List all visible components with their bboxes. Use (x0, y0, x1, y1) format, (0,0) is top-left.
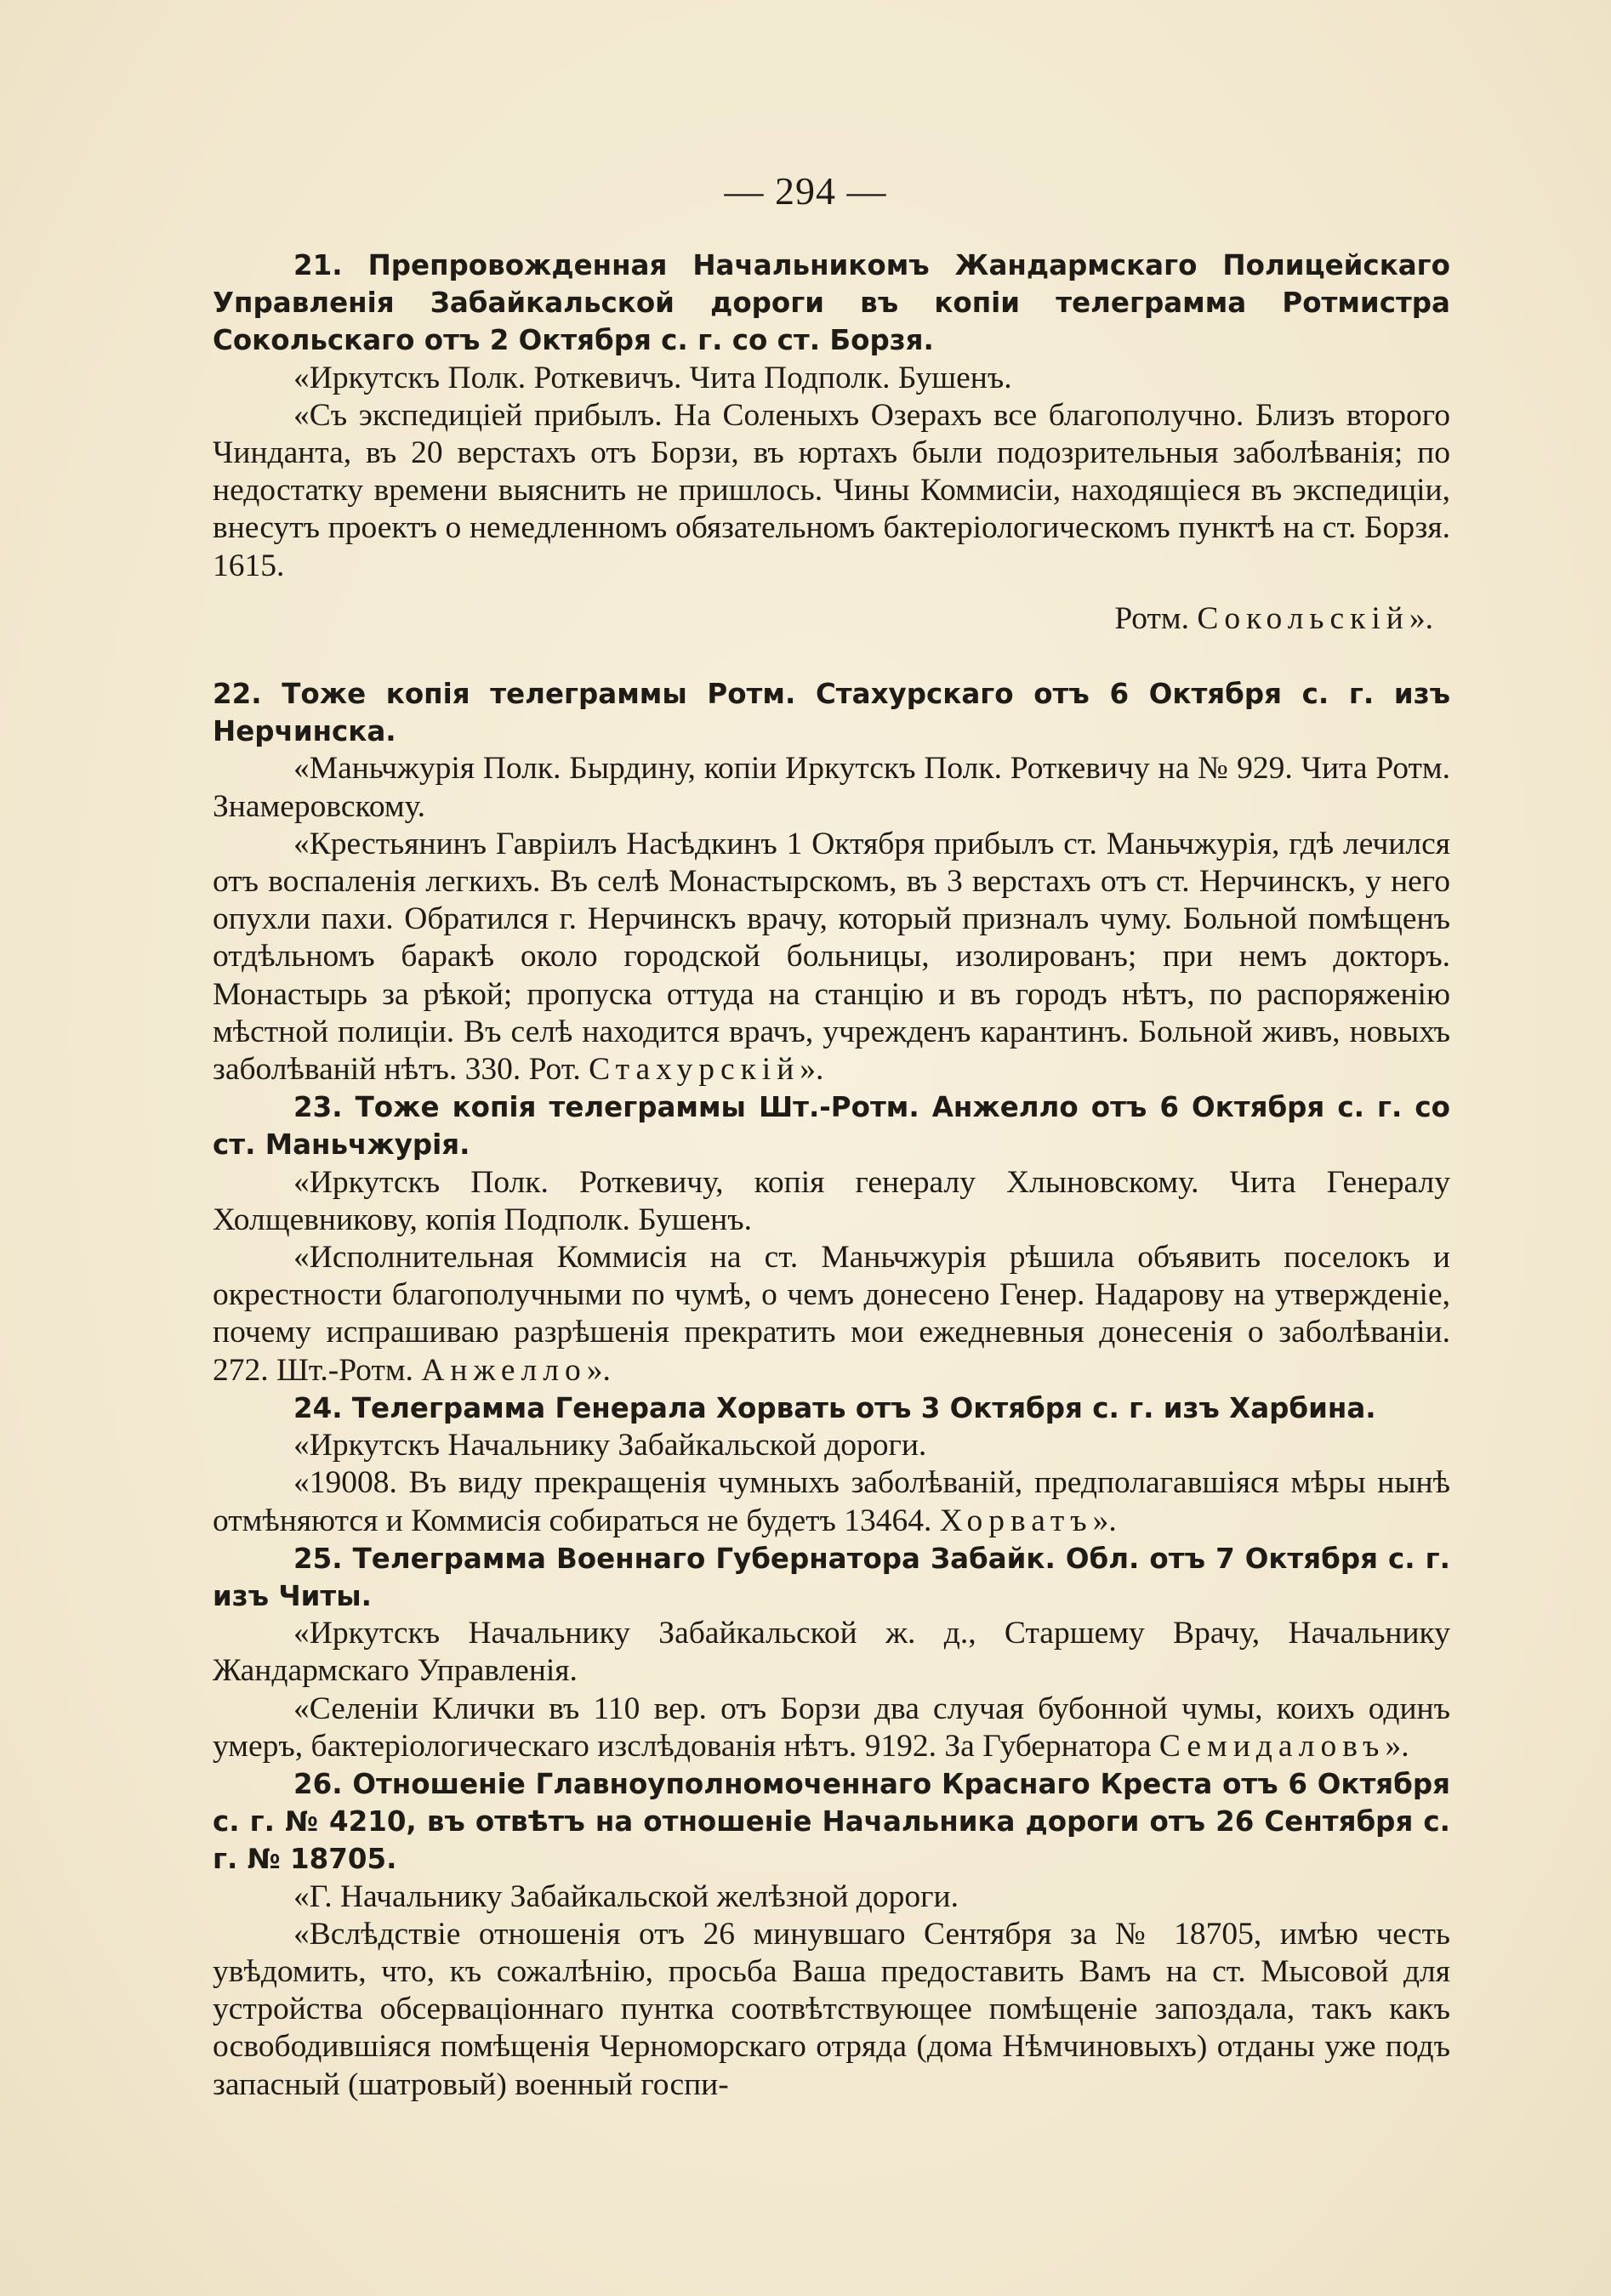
entry-21-signature (213, 600, 1450, 638)
entry-24-signature-name: Хорватъ (939, 1503, 1093, 1538)
entry-22-heading: 22. Тоже копія телеграммы Ротм. Стахурскаго отъ 6 Октября с. г. изъ Нерчинска. (213, 678, 1450, 748)
entry-25-signature-name: Семидаловъ (1158, 1728, 1386, 1764)
entry-25-body-text: «Селеніи Клички въ 110 вер. отъ Борзи два случая бубонной чумы, коихъ одинъ умеръ, бактеріологическаго изслѣдованія нѣтъ. 9192. За Губернатора (213, 1691, 1450, 1764)
entry-22-signature-name: Стахурскій (589, 1052, 800, 1088)
entry-21-address: «Иркутскъ Полк. Роткевичъ. Чита Подполк. Бушенъ. (293, 360, 1012, 395)
entry-25-signature-suffix: ». (1385, 1728, 1409, 1764)
entry-24-address: «Иркутскъ Начальнику Забайкальской дороги. (293, 1428, 927, 1463)
entry-24-signature-suffix: ». (1092, 1503, 1117, 1538)
entry-24-body-text: «19008. Въ виду прекращенія чумныхъ заболѣваній, предполагавшіяся мѣры нынѣ отмѣняются и Коммисія собираться не будетъ 13464. (213, 1465, 1450, 1538)
document-body (213, 247, 1450, 2104)
entry-25-heading: 25. Телеграмма Военнаго Губернатора Забайк. Обл. отъ 7 Октября с. г. изъ Читы. (213, 1542, 1450, 1612)
entry-23-heading: 23. Тоже копія телеграммы Шт.-Ротм. Анжелло отъ 6 Октября с. г. со ст. Маньчжурія. (213, 1091, 1450, 1162)
entry-26-body: «Вслѣдствіе отношенія отъ 26 минувшаго Сентября за № 18705, имѣю честь увѣдомить, что, къ сожалѣнію, просьба Ваша предоставить Вамъ на ст. Мысовой для устройства обсерваціоннаго пунтка соотвѣтствующее помѣщеніе запоздала, такъ какъ освободившіяся помѣщенія Черноморскаго отряда (дома Нѣмчиновыхъ) отданы уже подъ запасный (шатровый) военный госпи- (213, 1916, 1450, 2102)
entry-25-body (213, 1691, 1450, 1765)
entry-24-body (213, 1464, 1450, 1539)
entry-26-heading: 26. Отношеніе Главноуполномоченнаго Краснаго Креста отъ 6 Октября с. г. № 4210, въ отвѣтъ на отношеніе Начальника дороги отъ 26 Сентября с. г. № 18705. (213, 1767, 1450, 1876)
page-number: — 294 — (724, 169, 887, 213)
entry-23-address: «Иркутскъ Полк. Роткевичу, копія генералу Хлыновскому. Чита Генералу Холщевникову, копія Подполк. Бушенъ. (213, 1164, 1450, 1237)
entry-22-signature-suffix: ». (800, 1052, 824, 1088)
entry-22-address: «Маньчжурія Полк. Бырдину, копіи Иркутскъ Полк. Роткевичу на № 929. Чита Ротм. Знамеровскому. (213, 751, 1450, 824)
entry-23-signature-suffix: ». (586, 1352, 611, 1388)
entry-21-heading: 21. Препровожденная Начальникомъ Жандармскаго Полицейскаго Управленія Забайкальской дороги въ копіи телеграмма Ротмистра Сокольскаго отъ 2 Октября с. г. со ст. Борзя. (213, 249, 1450, 357)
entry-21-signature-prefix: Ротм. (1114, 600, 1189, 636)
entry-21-signature-suffix: ». (1409, 600, 1433, 636)
entry-23-body (213, 1239, 1450, 1390)
entry-22-body (213, 826, 1450, 1088)
entry-21-signature-name: Сокольскій (1197, 600, 1409, 636)
entry-25-address: «Иркутскъ Начальнику Забайкальской ж. д., Старшему Врачу, Начальнику Жандармскаго Управленія. (213, 1616, 1450, 1689)
entry-23-body-text: «Исполнительная Коммисія на ст. Маньчжурія рѣшила объявить поселокъ и окрестности благополучными по чумѣ, о чемъ донесено Генер. Надарову на утвержденіе, почему испрашиваю разрѣшенія прекратить мои ежедневныя донесенія о заболѣваніи. 272. Шт.-Ротм. (213, 1240, 1450, 1388)
entry-23-signature-name: Анжелло (421, 1352, 587, 1388)
entry-26-address: «Г. Начальнику Забайкальской желѣзной дороги. (293, 1878, 959, 1914)
entry-21-body: «Съ экспедиціей прибылъ. На Соленыхъ Озерахъ все благополучно. Близъ второго Чинданта, въ 20 верстахъ отъ Борзи, въ юртахъ были подозрительныя заболѣванія; по недостатку времени выяснить не пришлось. Чины Коммисіи, находящіеся въ экспедиціи, внесутъ проектъ о немедленномъ обязательномъ бактеріологическомъ пунктѣ на ст. Борзя. 1615. (213, 397, 1450, 583)
entry-24-heading: 24. Телеграмма Генерала Хорвать отъ 3 Октября с. г. изъ Харбина. (293, 1391, 1376, 1424)
entry-22-body-text: «Крестьянинъ Гавріилъ Насѣдкинъ 1 Октября прибылъ ст. Маньчжурія, гдѣ лечился отъ воспаленія легкихъ. Въ селѣ Монастырскомъ, въ 3 верстахъ отъ ст. Нерчинскъ, у него опухли пахи. Обратился г. Нерчинскъ врачу, который призналъ чуму. Больной помѣщенъ отдѣльномъ баракѣ около городской больницы, изолированъ; при немъ докторъ. Монастырь за рѣкой; пропуска оттуда на станцію и въ городъ нѣтъ, по распоряженію мѣстной полиціи. Въ селѣ находится врачъ, учрежденъ карантинъ. Больной живъ, новыхъ заболѣваній нѣтъ. 330. Рот. (213, 826, 1450, 1088)
